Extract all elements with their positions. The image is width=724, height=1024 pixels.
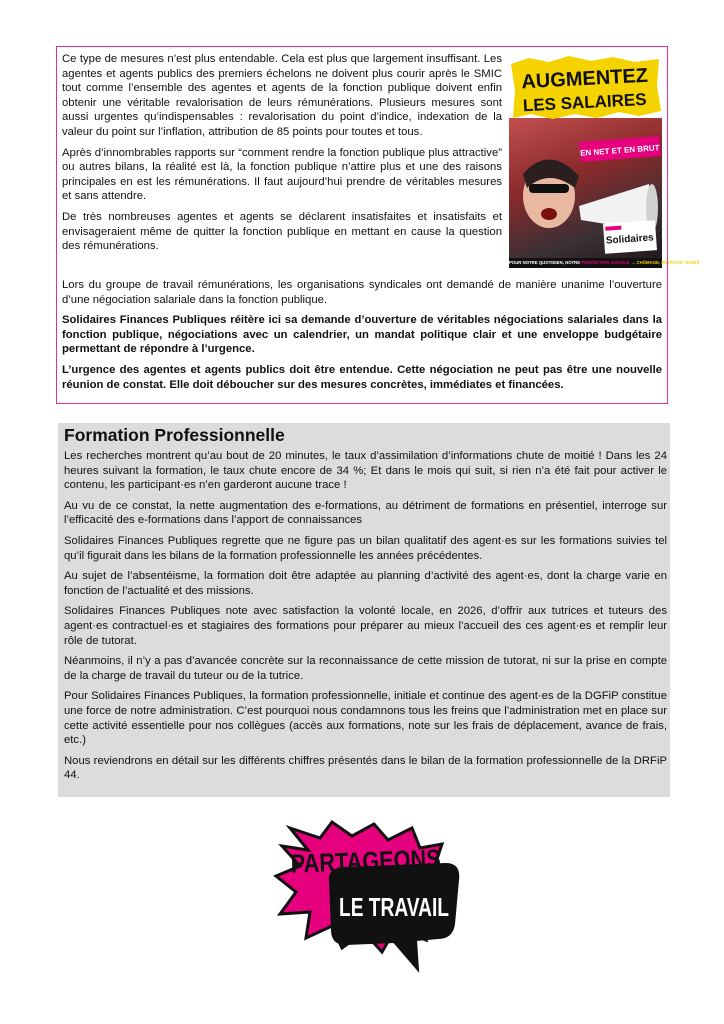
formation-text xyxy=(64,449,667,789)
paragraph: Les recherches montrent qu’au bout de 20 minutes, le taux d’assimilation d’informations chute de moitié ! Dans les 24 heures suivant la formation, le taux chute encore de 34 %; Et dans le mois qui suit, si rien n’a été fait pour activer le contenu, les participant·es n’en garderont aucune trace ! xyxy=(64,450,667,492)
paragraph: Pour Solidaires Finances Publiques, la formation professionnelle, initiale et continue des agent·es de la DGFiP constitue une force de notre administration. C’est pourquoi nous condamnons tous les freins que l’administration met en place sur cette activité essentielle pour nos collègues (accès aux formations, note sur les frais de déplacement, avance de frais, etc.) xyxy=(64,690,667,747)
paragraph: Solidaires Finances Publiques regrette que ne figure pas un bilan qualitatif des agent·es sur les formations suivies tel qu’il figurait dans les bilans de la formation professionnelle les années précédentes. xyxy=(64,534,667,562)
paragraph: De très nombreuses agentes et agents se déclarent insatisfaites et insatisfaits et envisageraient même de quitter la fonction publique en mettant en cause la question des rémunérations. xyxy=(62,210,502,253)
poster-footer xyxy=(509,258,700,268)
poster-footer-b: PROTECTION SOCIALE xyxy=(581,260,630,265)
poster-graphics xyxy=(509,56,662,268)
paragraph: Au sujet de l’absentéisme, la formation doit être adaptée au planning d’activité des agent·es, dont la charge varie en fonction de l’actualité et des missions. xyxy=(64,570,667,597)
solidaires-brand: Solidaires xyxy=(605,232,655,247)
mouth-shape xyxy=(541,208,557,220)
paragraph: Au vu de ce constat, la nette augmentation des e-formations, au détriment de formations en présentiel, interroge sur l’efficacité des e-formations dans l’apport de connaissances xyxy=(64,499,667,527)
bold-paragraph: L’urgence des agentes et agents publics doit être entendue. Cette négociation ne peut pas être une nouvelle réunion de constat. Elle doit déboucher sur des mesures concrètes, immédiates et financées. xyxy=(62,363,662,391)
paragraph: Après d’innombrables rapports sur “comment rendre la fonction publique plus attractive” ou autres bilans, la réalité est là, la fonction publique n’attire plus et une des raisons principales en est les rémunérations. Il faut aujourd’hui prendre de véritables mesures et sans attendre. xyxy=(62,146,502,203)
poster-banner-text: EN NET ET EN BRUT xyxy=(579,143,660,158)
poster-footer-a: POUR NOTRE QUOTIDIEN, NOTRE xyxy=(509,260,582,265)
poster-footer-d: CHÔMAGE, RETRAITE, SANTÉ xyxy=(636,260,700,265)
paragraph: Néanmoins, il n’y a pas d’avancée concrète sur la reconnaissance de cette mission de tutorat, ni sur la prise en compte de la charge de travail du tuteur ou de la tutrice. xyxy=(64,655,667,682)
paragraph: Lors du groupe de travail rémunérations, les organisations syndicales ont demandé de manière unanime l’ouverture d’une négociation salariale dans la fonction publique. xyxy=(62,279,662,306)
logo-line2: LE TRAVAIL xyxy=(339,892,450,922)
paragraph: Solidaires Finances Publiques note avec satisfaction la volonté locale, en 2026, d’offrir aux tutrices et tuteurs des agent·es contractuel·es et stagiaires des formations pour préparer au mieux l’accueil des ces agent·es et remplir leur rôle de tutorat. xyxy=(64,605,667,647)
poster-title-line2: LES SALAIRES xyxy=(522,89,647,116)
salary-poster-image xyxy=(509,56,700,268)
poster-footer-c: → xyxy=(629,260,637,265)
salary-text-full xyxy=(62,278,662,398)
paragraph: Ce type de mesures n’est plus entendable. Cela est plus que largement insuffisant. Les agentes et agents publics des premiers échelons ne doivent plus courir après le SMIC tout comme l’ensemble des agentes et agents de la fonction publique doivent enfin obtenir une véritable revalorisation de leurs rémunérations. Plusieurs mesures sont aussi urgentes qu’indispensables : revalorisation du point d’indice, indexation de la valeur du point sur l’inflation, attribution de 85 points pour toutes et tous. xyxy=(62,53,502,138)
salary-text-column xyxy=(62,52,502,260)
partageons-le-travail-logo xyxy=(270,820,471,980)
sunglasses-shape xyxy=(529,184,569,193)
poster-title-line1: AUGMENTEZ xyxy=(520,64,649,94)
bold-paragraph: Solidaires Finances Publiques réitère ici sa demande d’ouverture de véritables négociations salariales dans la fonction publique, négociations avec un calendrier, un mandat politique clair et une enveloppe budgétaire permettant de répondre à l’urgence. xyxy=(62,314,662,356)
paragraph: Nous reviendrons en détail sur les différents chiffres présentés dans le bilan de la formation professionnelle de la DRFiP 44. xyxy=(64,754,667,782)
formation-title: Formation Professionnelle xyxy=(64,425,285,445)
logo-line1: PARTAGEONS xyxy=(290,842,471,879)
